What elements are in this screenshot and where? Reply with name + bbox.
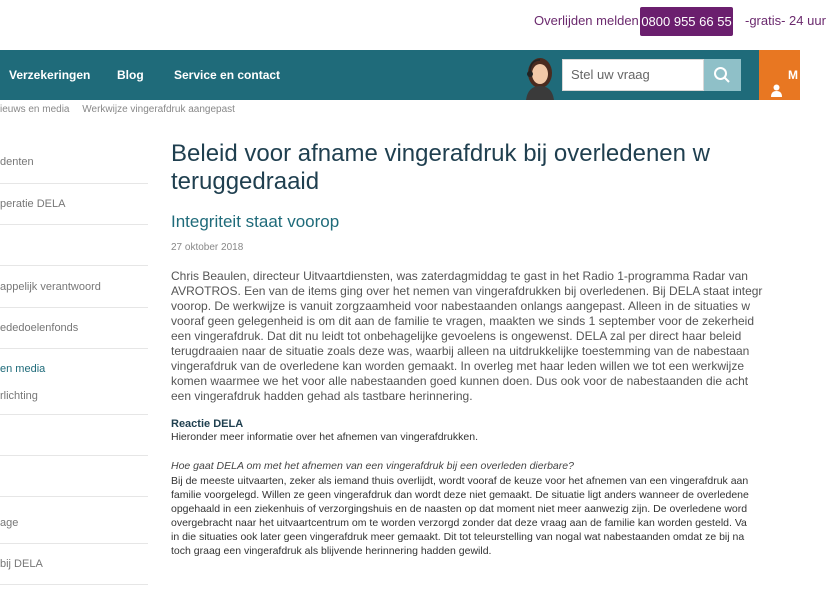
user-icon bbox=[771, 68, 782, 118]
sidebar-item-werken-bij[interactable]: bij DELA bbox=[0, 558, 43, 570]
breadcrumb-item-current: Werkwijze vingerafdruk aangepast bbox=[82, 104, 235, 115]
sidebar-item-nabestaanden[interactable]: denten bbox=[0, 156, 34, 168]
divider bbox=[0, 543, 148, 544]
nav-item-service-contact[interactable]: Service en contact bbox=[174, 68, 281, 82]
report-death-link[interactable]: Overlijden melden bbox=[534, 13, 639, 28]
free-24h-text: -gratis- 24 uur bbox=[745, 13, 826, 28]
nav-item-blog[interactable]: Blog bbox=[117, 68, 144, 82]
faq-answer: Bij de meeste uitvaarten, zeker als iemand thuis overlijdt, wordt vooraf de keuze voor het afnemen van een vingerafdruk aan familie voorgelegd. Willen ze geen vingerafdruk dan wordt deze niet gemaakt. De situatie ligt anders wanneer de overledene opgehaald in een ziekenhuis of verzorgingshuis en de naasten op dat moment niet meer aanwezig zijn. De overledene word overgebracht naar het uitvaartcentrum om te worden verzorgd zonder dat deze vraag aan de familie kan worden gesteld. Va in die situaties ook later geen vingerafdruk meer gemaakt. Dit tot teleurstelling van nogal wat nabestaanden omdat ze bij na toch graag een vingerafdruk als blijvende herinnering hadden gewild. bbox=[171, 475, 749, 557]
divider bbox=[0, 455, 148, 456]
divider bbox=[0, 584, 148, 585]
sidebar-item-voorlichting[interactable]: rlichting bbox=[0, 390, 38, 402]
page-title: Beleid voor afname vingerafdruk bij overledenen w teruggedraaid bbox=[171, 140, 710, 195]
divider bbox=[0, 307, 148, 308]
sidebar-item-nieuws-media[interactable]: en media bbox=[0, 363, 46, 375]
sidebar-item-goededoelenfonds[interactable]: ededoelenfonds bbox=[0, 322, 79, 334]
sidebar-item-cooperatie[interactable]: peratie DELA bbox=[0, 198, 66, 210]
search-icon bbox=[713, 66, 731, 89]
main-nav bbox=[0, 50, 800, 100]
divider bbox=[0, 224, 148, 225]
divider bbox=[0, 265, 148, 266]
reaction-text: Hieronder meer informatie over het afnemen van vingerafdrukken. bbox=[171, 431, 478, 443]
breadcrumb bbox=[0, 104, 245, 115]
article-subtitle: Integriteit staat voorop bbox=[171, 212, 340, 231]
login-button[interactable] bbox=[759, 50, 800, 100]
nav-item-verzekeringen[interactable]: Verzekeringen bbox=[9, 68, 91, 82]
phone-button[interactable]: 0800 955 66 55 bbox=[640, 7, 733, 36]
article bbox=[171, 140, 800, 558]
sidebar bbox=[0, 124, 148, 600]
assistant-avatar bbox=[520, 54, 560, 100]
top-bar bbox=[0, 0, 826, 50]
search-input[interactable]: Stel uw vraag bbox=[562, 59, 704, 91]
article-date: 27 oktober 2018 bbox=[171, 242, 244, 253]
reaction-heading: Reactie DELA bbox=[171, 418, 244, 430]
login-label: M bbox=[788, 68, 798, 82]
search-button[interactable] bbox=[704, 59, 741, 91]
divider bbox=[0, 496, 148, 497]
article-body: Chris Beaulen, directeur Uitvaartdiensten, was zaterdagmiddag te gast in het Radio 1-programma Radar van AVROTROS. Een van de items ging over het nemen van vingerafdrukken bij overledenen. Bij DELA staat integr voorop. De werkwijze is vanuit zorgzaamheid voor nabestaanden onlangs aangepast. Alleen in de situaties w vooraf geen gelegenheid is om dit aan de familie te vragen, maakten we sinds 1 september voor de zekerheid een vingerafdruk. Dat dit nu leidt tot onbehagelijke gevoelens is ongewenst. DELA zal per direct haar beleid terugdraaien naar de situatie zoals deze was, waarbij alleen na uitdrukkelijke toestemming van de nabestaan vingerafdruk van de overledene kan worden gemaakt. In overleg met haar leden willen we tot een werkwijze komen waarmee we het voor alle nabestaanden goed kunnen doen. Dus ook voor de nabestaanden die acht een vingerafdruk hadden gehad als tastbare herinnering. bbox=[171, 269, 763, 403]
sidebar-item-maatschappelijk[interactable]: appelijk verantwoord bbox=[0, 281, 101, 293]
divider bbox=[0, 348, 148, 349]
sidebar-item-page[interactable]: age bbox=[0, 517, 19, 529]
divider bbox=[0, 183, 148, 184]
divider bbox=[0, 414, 148, 415]
breadcrumb-item-news[interactable]: ieuws en media bbox=[0, 104, 70, 115]
faq-question: Hoe gaat DELA om met het afnemen van een vingerafdruk bij een overleden dierbare? bbox=[171, 460, 574, 472]
